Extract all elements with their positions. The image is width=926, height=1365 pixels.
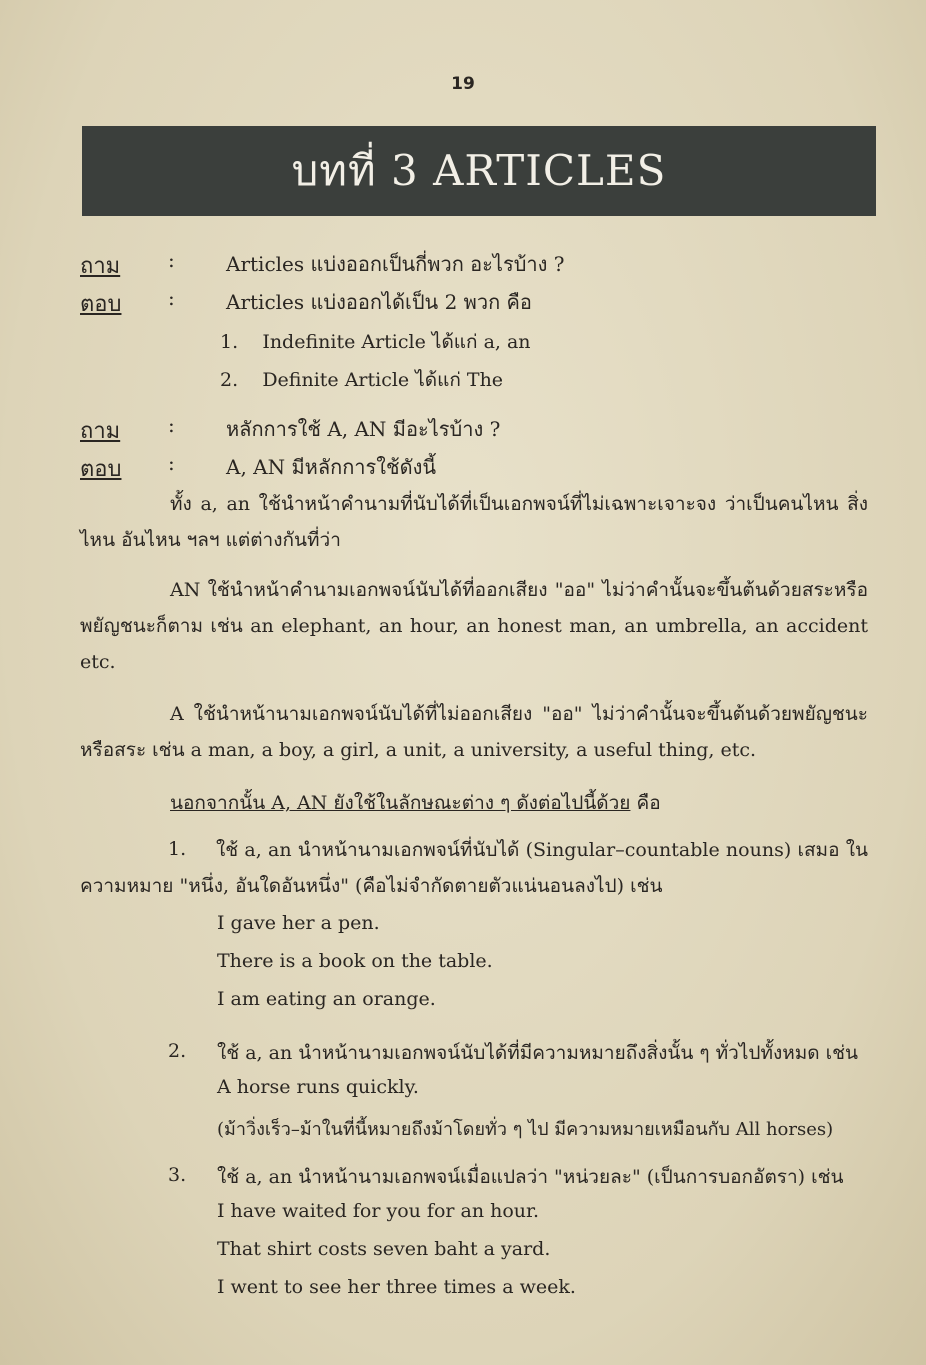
answer-text: Articles แบ่งออกได้เป็น 2 พวก คือ: [226, 290, 532, 314]
question-1: [80, 248, 565, 283]
answer-item-2: [220, 365, 503, 395]
rule-2-example-1: A horse runs quickly.: [217, 1076, 419, 1098]
rule-3-example-3: I went to see her three times a week.: [217, 1276, 576, 1298]
rule-3-text: ใช้ a, an นำหน้านามเอกพจน์เมื่อแปลว่า "หน่วยละ" (เป็นการบอกอัตรา) เช่น: [217, 1166, 844, 1188]
answer-1: [80, 286, 532, 321]
item-number: 1.: [220, 331, 239, 353]
rule-1-example-3: I am eating an orange.: [217, 988, 436, 1010]
rule-3-example-2: That shirt costs seven baht a yard.: [217, 1238, 551, 1260]
question-2: [80, 413, 500, 448]
paragraph-an: AN ใช้นำหน้าคำนามเอกพจน์นับได้ที่ออกเสียง "ออ" ไม่ว่าคำนั้นจะขึ้นต้นด้วยสระหรือพยัญชนะก็ตาม เช่น an elephant, an hour, an honest man, an umbrella, an accident etc.: [80, 579, 868, 673]
subheading: [170, 788, 661, 818]
answer-text: A, AN มีหลักการใช้ดังนี้: [226, 455, 437, 479]
paragraph-1: ทั้ง a, an ใช้นำหน้าคำนามที่นับได้ที่เป็นเอกพจน์ที่ไม่เฉพาะเจาะจง ว่าเป็นคนไหน สิ่งไหน อันไหน ฯลฯ แต่ต่างกันที่ว่า: [80, 493, 868, 551]
rule-3-number: 3.: [168, 1164, 187, 1186]
answer-label: ตอบ: [80, 457, 122, 482]
colon: :: [168, 413, 175, 437]
colon: :: [168, 286, 175, 310]
subheading-tail: คือ: [636, 792, 661, 814]
colon: :: [168, 248, 175, 272]
rule-1-number: 1.: [168, 838, 187, 860]
answer-2: [80, 451, 436, 486]
chapter-title-bar: [82, 126, 876, 216]
rule-1-text: ใช้ a, an นำหน้านามเอกพจน์ที่นับได้ (Singular–countable nouns) เสมอ ในความหมาย "หนึ่ง, อันใดอันหนึ่ง" (คือไม่จำกัดตายตัวแน่นอนลงไป) เช่น: [80, 839, 868, 897]
paragraph-a: A ใช้นำหน้านามเอกพจน์นับได้ที่ไม่ออกเสียง "ออ" ไม่ว่าคำนั้นจะขึ้นต้นด้วยพยัญชนะหรือสระ เช่น a man, a boy, a girl, a unit, a university, a useful thing, etc.: [80, 703, 868, 761]
colon: :: [168, 451, 175, 475]
rule-1-example-2: There is a book on the table.: [217, 950, 493, 972]
item-text: Definite Article ได้แก่ The: [262, 369, 504, 391]
question-text: หลักการใช้ A, AN มีอะไรบ้าง ?: [226, 417, 501, 441]
rule-2-example-2: (ม้าวิ่งเร็ว–ม้าในที่นี้หมายถึงม้าโดยทั่ว ๆ ไป มีความหมายเหมือนกับ All horses): [217, 1119, 834, 1140]
page-number: 19: [451, 74, 475, 94]
answer-label: ตอบ: [80, 292, 122, 317]
question-label: ถาม: [80, 254, 121, 279]
subheading-text: นอกจากนั้น A, AN ยังใช้ในลักษณะต่าง ๆ ดังต่อไปนี้ด้วย: [170, 792, 631, 814]
question-label: ถาม: [80, 419, 121, 444]
rule-1-example-1: I gave her a pen.: [217, 912, 380, 934]
question-text: Articles แบ่งออกเป็นกี่พวก อะไรบ้าง ?: [226, 252, 565, 276]
answer-item-1: [220, 327, 531, 357]
rule-2-number: 2.: [168, 1040, 187, 1062]
item-number: 2.: [220, 369, 239, 391]
rule-3-example-1: I have waited for you for an hour.: [217, 1200, 540, 1222]
item-text: Indefinite Article ได้แก่ a, an: [262, 331, 531, 353]
chapter-title: บทที่ 3 ARTICLES: [291, 146, 667, 195]
rule-2-text: ใช้ a, an นำหน้านามเอกพจน์นับได้ที่มีความหมายถึงสิ่งนั้น ๆ ทั่วไปทั้งหมด เช่น: [217, 1042, 859, 1064]
